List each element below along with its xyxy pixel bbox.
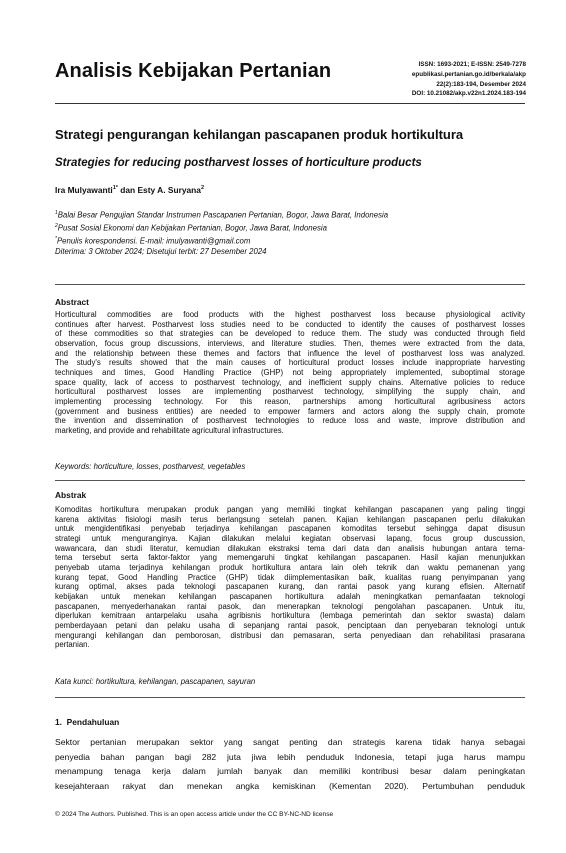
affiliation-1	[55, 208, 388, 221]
abstract-line: the invention and dissemination of postharvest technologies to reduce loss and waste, improve distribution and	[55, 416, 525, 426]
corresponding-author	[55, 234, 388, 247]
abstrak-line: pemberdayaan petani dan pelaku usaha di sepanjang rantai pasok, penciptaan dan penyebaran teknologi untuk	[55, 620, 525, 630]
divider	[55, 697, 525, 698]
affiliation-text: Pusat Sosial Ekonomi dan Kebijakan Pertanian, Bogor, Jawa Barat, Indonesia	[57, 223, 327, 233]
issn: ISSN: 1693-2021; E-ISSN: 2549-7278	[418, 61, 526, 68]
affiliations	[55, 208, 388, 247]
abstrak-line: wawancara, dan studi literatur, kemudian dilakukan ekstraksi tema dari data dan analisis hubungan antara tema-	[55, 543, 525, 553]
abstrak-line: strategi untuk menguranginya. Kajian dilakukan melalui kegiatan observasi lapang, focus group duscussion,	[55, 533, 525, 543]
volume-issue: 22(2):183-194, Desember 2024	[436, 80, 526, 88]
intro-line: penyedia bahan pangan bagi 282 juta jiwa lebih penduduk Indonesia, tetapi juga harus mampu	[55, 751, 525, 762]
intro-line: kesejahteraan rakyat dan menekan angka kemiskinan (Kementan 2020). Pertumbuhan penduduk	[55, 781, 525, 792]
abstract-line: implementing processing technology. For this reason, partnerships among horticultural agribusiness actors	[55, 396, 525, 406]
doi[interactable]: DOI: 10.21082/akp.v22n1.2024.183-194	[411, 90, 526, 98]
abstract-line: continues after harvest. Postharvest loss studies need to be conducted to identify the causes of postharvest losses	[55, 319, 525, 329]
abstrak-line: untuk mengidentifikasi penyebab terjadinya kehilangan pascapanen komoditas tersebut sehingga dapat disusun	[55, 524, 525, 534]
affiliation-mark: 1	[55, 210, 58, 216]
article-subtitle: Strategies for reducing postharvest losses of horticulture products	[55, 157, 422, 169]
affiliation-mark: *	[55, 235, 57, 242]
license-footer: © 2024 The Authors. Published. This is an open access article under the CC BY-NC-ND license	[55, 811, 334, 818]
author-2-affiliation-mark: 2	[200, 185, 204, 192]
intro-line: Sektor pertanian merupakan sektor yang sangat penting dan strategis karena tidak hanya sebagai	[55, 737, 525, 747]
abstrak-body	[55, 505, 525, 650]
author-separator: dan	[117, 185, 138, 195]
introduction-body	[55, 735, 525, 794]
journal-url[interactable]: epublikasi.pertanian.go.id/berkala/akp	[411, 70, 526, 78]
authors	[55, 185, 204, 195]
abstract-heading: Abstract	[55, 297, 89, 307]
abstrak-line: Komoditas hortikultura merupakan produk pangan yang memiliki tingkat kehilangan pascapanen yang paling tinggi	[55, 505, 525, 514]
journal-metadata	[412, 60, 526, 99]
affiliation-2	[55, 221, 388, 234]
abstract-line: of these commodities so that strategies can be developed to reduce them. The study was conducted through field	[55, 329, 525, 339]
abstrak-line: kebijakan untuk menekan kehilangan pascapanen hortikultura adalah meningkatkan pemanfaatan teknologi	[55, 591, 525, 601]
introduction-heading: 1. Pendahuluan	[55, 717, 120, 727]
abstract-line: techniques and times, Good Handling Practice (GHP) not being appropriately implemented, suboptimal storage	[55, 367, 525, 377]
abstract-line: The study's results showed that the main causes of horticultural product losses include inappropriate harvesting	[55, 358, 525, 368]
divider	[55, 480, 525, 481]
keywords: Keywords: horticulture, losses, postharvest, vegetables	[55, 462, 246, 471]
abstrak-line: kurang tepat, Good Handling Practice (GHP) tidak diimplementasikan baik, kualitas ruang penyimpanan yang	[55, 572, 525, 582]
article-title: Strategi pengurangan kehilangan pascapanen produk hortikultura	[55, 127, 464, 142]
abstract-line: marketing, and provide and rehabilitate agricultural infrastructures.	[55, 425, 284, 435]
abstract-line: (government and business entities) are needed to empower farmers and actors along the supply chain, promote	[55, 406, 525, 416]
abstract-line: space quality, lack of access to postharvest technology, and inefficient supply chains. Alternative policies to reduce	[55, 377, 525, 387]
affiliation-text: Balai Besar Pengujian Standar Instrumen Pascapanen Pertanian, Bogor, Jawa Barat, Indonesia	[57, 210, 389, 220]
kata-kunci: Kata kunci: hortikultura, kehilangan, pascapanen, sayuran	[55, 677, 256, 686]
author-1: Ira Mulyawanti	[55, 185, 113, 195]
header-divider	[55, 103, 525, 104]
abstract-body	[55, 310, 525, 436]
affiliation-text: Penulis korespondensi. E-mail: imulyawanti@gmail.com	[56, 236, 251, 246]
abstrak-line: tema tersebut serta faktor-faktor yang memengaruhi tingkat kehilangan pascapanen. Hasil kajian menunjukkan	[55, 553, 525, 563]
author-2: Esty A. Suryana	[137, 185, 201, 195]
abstrak-line: penyebab utama terjadinya kehilangan produk hortikultura antara lain oleh teknik dan waktu pemanenan yang	[55, 562, 525, 572]
abstract-line: and the relationship between these themes and factors that influence the level of postharvest loss was analyzed.	[55, 348, 525, 358]
intro-line: menampung tenaga kerja dalam jumlah banyak dan memiliki kontribusi besar dalam peningkatan	[55, 766, 525, 777]
abstrak-line: pascapanen, menyederhanakan rantai pasok, dan menerapkan teknologi pengolahan pascapanen. Untuk itu,	[55, 601, 525, 611]
abstrak-line: diperlukan kemitraan antarpelaku usaha agribisnis hortikultura (lembaga pemerintah dan sektor swasta) dalam	[55, 611, 525, 621]
affiliation-mark: 2	[55, 222, 58, 229]
divider	[55, 284, 525, 285]
abstrak-line: mengurangi kehilangan dan pemborosan, distribusi dan pemasaran, serta penyediaan dan rehabilitasi prasarana	[55, 630, 525, 640]
journal-title: Analisis Kebijakan Pertanian	[55, 60, 332, 82]
abstract-line: Horticultural commodities are food products with the highest postharvest loss because physiological activity	[55, 310, 525, 319]
abstract-line: observation, focus group discussions, interviews, and literature studies. Then, themes were extracted from the data,	[55, 338, 525, 348]
abstrak-line: kurang optimal, akses pada teknologi pascapanen kurang, dan rantai pasok yang kurang efisien. Alternatif	[55, 582, 525, 592]
received-accepted-dates: Diterima: 3 Oktober 2024; Disetujui terbit: 27 Desember 2024	[55, 247, 267, 256]
abstrak-heading: Abstrak	[55, 490, 87, 500]
author-1-affiliation-mark: 1*	[112, 185, 118, 192]
abstrak-line: pertanian.	[55, 640, 90, 650]
abstrak-line: karena aktivitas fisiologi masih terus berlangsung setelah panen. Kajian kehilangan pascapanen perlu dilakukan	[55, 514, 525, 524]
abstract-line: horticultural postharvest losses are implementing postharvest technology, simplifying the supply chain, and	[55, 387, 525, 397]
